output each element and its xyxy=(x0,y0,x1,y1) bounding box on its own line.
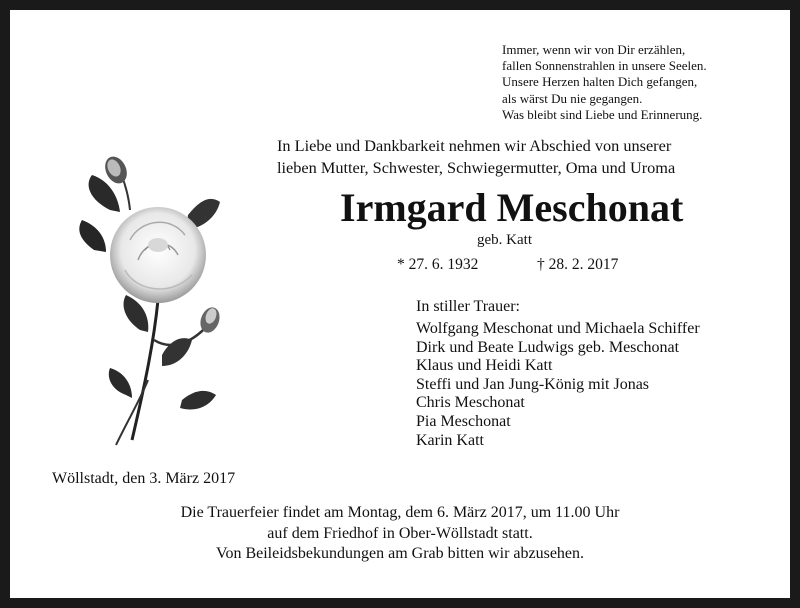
poem-line: Was bleibt sind Liebe und Erinnerung. xyxy=(502,106,703,122)
poem-line: fallen Sonnenstrahlen in unsere Seelen. xyxy=(502,58,707,74)
funeral-line: Die Trauerfeier findet am Montag, dem 6. März 2017, um 11.00 Uhr xyxy=(180,504,620,521)
intro-text xyxy=(277,135,675,179)
mourners-list xyxy=(416,320,700,450)
list-item: Dirk und Beate Ludwigs geb. Meschonat xyxy=(416,338,680,356)
intro-line: In Liebe und Dankbarkeit nehmen wir Abschied von unserer xyxy=(277,136,672,155)
list-item: Karin Katt xyxy=(416,431,484,449)
funeral-line: Von Beileidsbekundungen am Grab bitten wir abzusehen. xyxy=(215,545,585,562)
place-date: Wöllstadt, den 3. März 2017 xyxy=(52,470,236,487)
list-item: Wolfgang Meschonat und Michaela Schiffer xyxy=(416,320,700,337)
obituary-notice xyxy=(10,10,790,598)
deceased-name: Irmgard Meschonat xyxy=(340,185,684,230)
list-item: Klaus und Heidi Katt xyxy=(416,357,553,375)
funeral-line: auf dem Friedhof in Ober-Wöllstadt statt. xyxy=(267,524,533,542)
death-date: † 28. 2. 2017 xyxy=(537,256,619,273)
mourners-heading: In stiller Trauer: xyxy=(416,298,520,315)
list-item: Steffi und Jan Jung-König mit Jonas xyxy=(416,375,650,393)
birth-name: geb. Katt xyxy=(477,232,532,248)
poem-line: als wärst Du nie gegangen. xyxy=(502,90,643,106)
poem xyxy=(502,42,707,123)
funeral-notice xyxy=(10,503,790,565)
list-item: Chris Meschonat xyxy=(416,394,525,412)
poem-line: Unsere Herzen halten Dich gefangen, xyxy=(502,74,698,90)
intro-line: lieben Mutter, Schwester, Schwiegermutter, Oma und Uroma xyxy=(277,158,676,177)
rose-icon xyxy=(70,140,240,460)
list-item: Pia Meschonat xyxy=(416,412,511,430)
birth-date: * 27. 6. 1932 xyxy=(397,256,479,273)
poem-line: Immer, wenn wir von Dir erzählen, xyxy=(502,42,686,57)
